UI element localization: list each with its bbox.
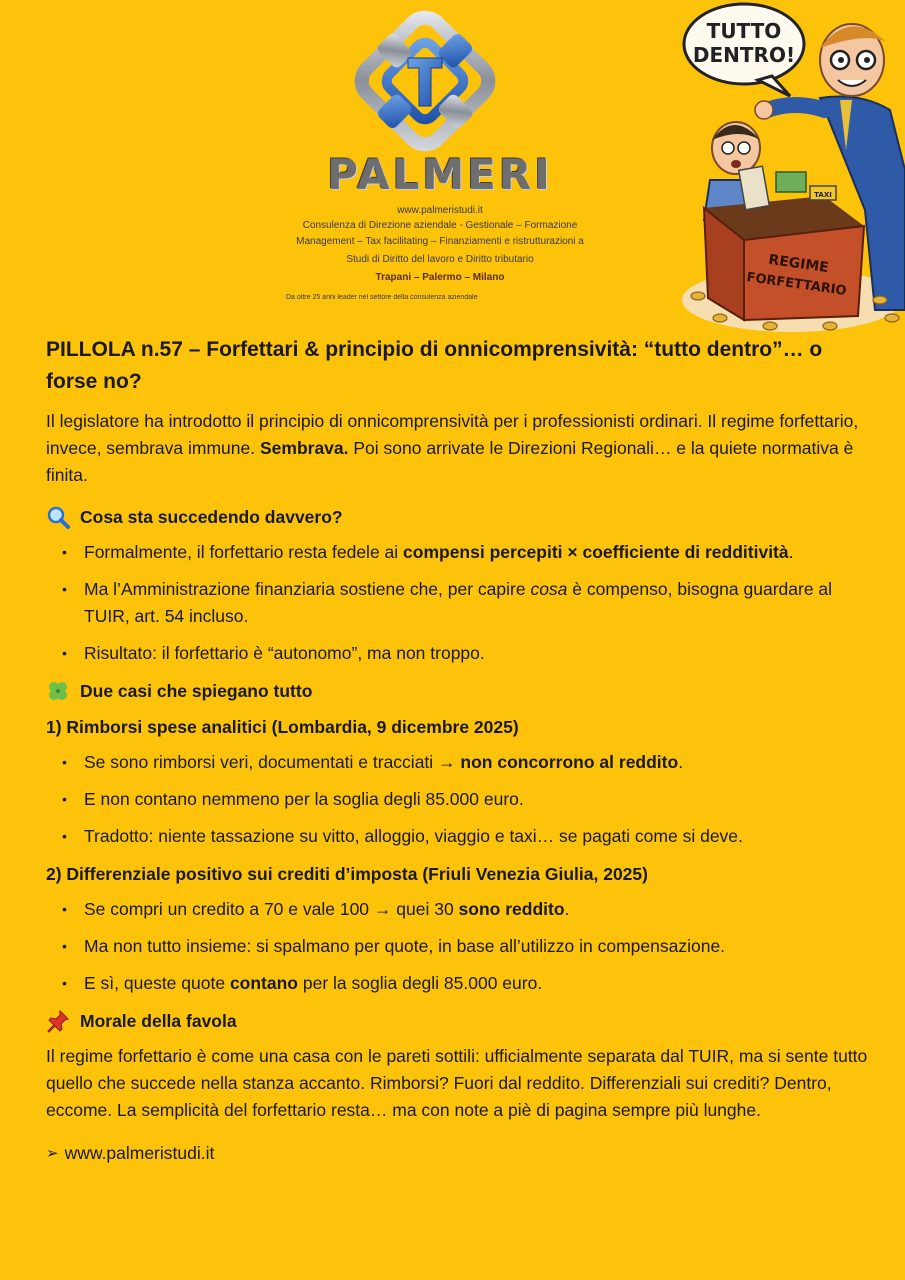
intro-text-emphasis: Sembrava. (259, 438, 349, 458)
list-item (46, 640, 871, 667)
bullet-icon: • (62, 975, 67, 991)
list-item-emphasis: non concorrono al reddito (460, 752, 679, 772)
section-what-is-happening-list (46, 539, 871, 667)
list-item-text: Tradotto: niente tassazione su vitto, alloggio, viaggio e taxi… se pagati come si deve. (84, 826, 743, 846)
bullet-icon: • (62, 645, 67, 661)
list-item-text: . (788, 542, 794, 562)
arrow-bullet-icon: ➢ (46, 1145, 59, 1162)
bullet-icon: • (62, 581, 67, 597)
logo-tagline: Da oltre 25 anni leader nel settore della consulenza aziendale (286, 294, 478, 301)
logo-services-line-1: Consulenza di Direzione aziendale - Gestionale – Formazione (302, 220, 578, 231)
pushpin-icon (46, 1009, 70, 1033)
moral-paragraph: Il regime forfettario è come una casa con le pareti sottili: ufficialmente separata dal TUIR, ma si sente tutto quello che succede nella stanza accanto. Rimborsi? Fuori dal reddito. Differenziali sui crediti? Dentro, eccome. La semplicità del forfettario resta… ma con note a piè di pagina sempre più lunghe. (46, 1046, 868, 1120)
list-item-text: E sì, queste quote (84, 973, 230, 993)
intro-text-c: Poi sono arrivate le Direzioni Regionali… e la quiete normativa è finita. (46, 438, 854, 485)
list-item (46, 539, 871, 566)
case-1-list (46, 749, 871, 850)
section-two-cases-heading (46, 677, 871, 705)
list-item-text: Se sono rimborsi veri, documentati e tracciati → (84, 752, 461, 772)
list-item-text: Se compri un credito a 70 e vale 100 → quei 30 (84, 899, 459, 919)
speech-line-1: TUTTO (706, 19, 782, 43)
box-label-line-1: REGIME (767, 251, 830, 277)
list-item-text: Ma non tutto insieme: si spalmano per quote, in base all’utilizzo in compensazione. (84, 936, 726, 956)
list-item (46, 823, 871, 850)
list-item-text: Ma l’Amministrazione finanziaria sostiene che, per capire (84, 579, 531, 599)
list-item-text: . (678, 752, 684, 772)
logo-services-line-3: Studi di Diritto del lavoro e Diritto tributario (346, 254, 534, 265)
list-item-text: E non contano nemmeno per la soglia degli 85.000 euro. (84, 789, 524, 809)
bullet-icon: • (62, 791, 67, 807)
section-moral-title: Morale della favola (80, 1011, 237, 1031)
logo-website: www.palmeristudi.it (397, 205, 483, 216)
list-item (46, 970, 871, 997)
list-item (46, 933, 871, 960)
list-item (46, 749, 871, 776)
bullet-icon: • (62, 754, 67, 770)
bullet-icon: • (62, 828, 67, 844)
logo-services-line-2: Management – Tax facilitating – Finanziamenti e ristrutturazioni a (296, 236, 584, 247)
section-two-cases-title: Due casi che spiegano tutto (80, 681, 313, 701)
cartoon-illustration (680, 0, 905, 335)
case-1-title: 1) Rimborsi spese analitici (Lombardia, 9 dicembre 2025) (46, 717, 519, 737)
section-moral-heading (46, 1007, 871, 1035)
section-what-is-happening-title: Cosa sta succedendo davvero? (80, 507, 343, 527)
taxi-sign: TAXI (814, 191, 832, 199)
list-item-text: per la soglia degli 85.000 euro. (298, 973, 543, 993)
website-link[interactable]: www.palmeristudi.it (64, 1143, 215, 1163)
list-item-text: è compenso, bisogna guardare al TUIR, art. 54 incluso. (84, 579, 833, 626)
intro-text-a: Il legislatore ha introdotto il principio di onnicomprensività per i professionisti ordinari. Il regime forfettario, invece, sembrava immune. (46, 411, 859, 458)
list-item (46, 786, 871, 813)
magnifying-glass-icon (46, 505, 70, 529)
footer-website (46, 1140, 871, 1167)
list-item-text: Risultato: il forfettario è “autonomo”, ma non troppo. (84, 643, 485, 663)
box-label-line-2: FORFETTARIO (745, 270, 848, 299)
article-title: PILLOLA n.57 – Forfettari & principio di onnicomprensività: “tutto dentro”… o forse no? (46, 338, 823, 393)
list-item-emphasis: sono reddito (458, 899, 565, 919)
bullet-icon: • (62, 901, 67, 917)
bullet-icon: • (62, 938, 67, 954)
logo-cities: Trapani – Palermo – Milano (375, 272, 505, 283)
list-item-emphasis: contano (229, 973, 298, 993)
speech-line-2: DENTRO! (692, 43, 796, 67)
list-item (46, 576, 871, 630)
brand-name: PALMERI (327, 150, 553, 199)
list-item-italic: cosa (530, 579, 568, 599)
list-item-emphasis: compensi percepiti × coefficiente di redditività (403, 542, 789, 562)
case-2-list (46, 896, 871, 997)
case-2-title: 2) Differenziale positivo sui crediti d’imposta (Friuli Venezia Giulia, 2025) (46, 864, 648, 884)
company-logo (280, 0, 600, 310)
four-leaf-clover-icon (46, 679, 70, 703)
list-item-text: . (564, 899, 570, 919)
list-item (46, 896, 871, 923)
article-body (46, 334, 871, 1167)
bullet-icon: • (62, 544, 67, 560)
section-what-is-happening-heading (46, 503, 871, 531)
palmeri-emblem-icon (350, 6, 500, 156)
list-item-text: Formalmente, il forfettario resta fedele ai (84, 542, 404, 562)
intro-paragraph (46, 408, 871, 489)
